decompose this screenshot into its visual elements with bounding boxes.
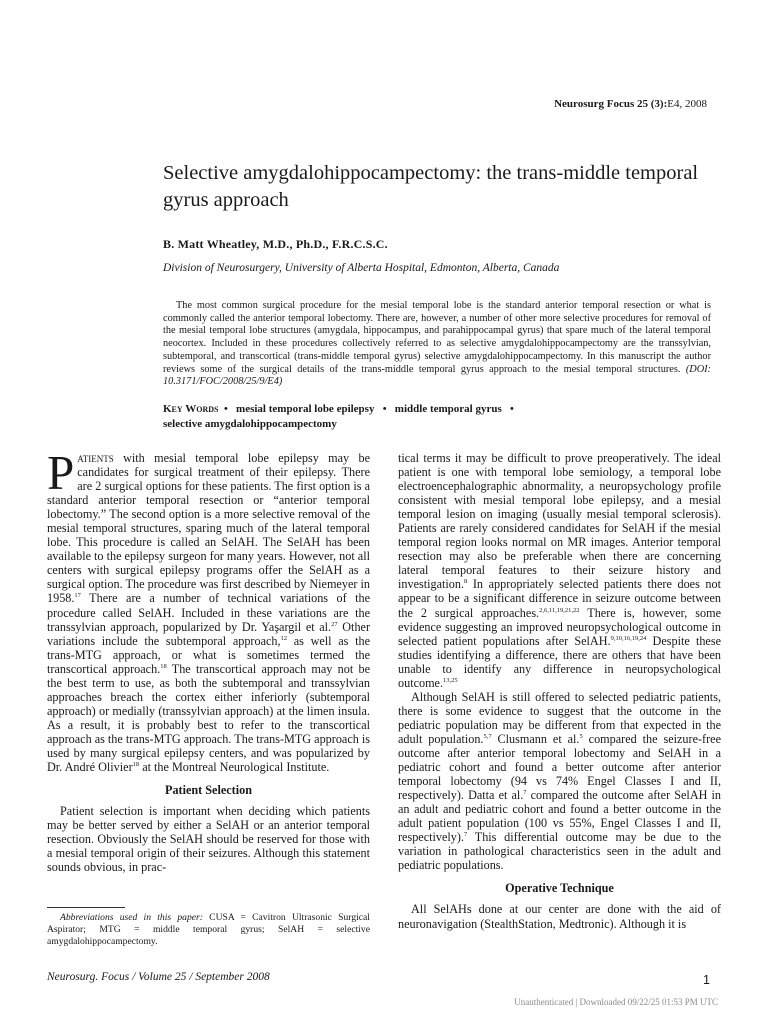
body-column-left <box>47 445 371 875</box>
citation[interactable]: 12 <box>280 634 288 642</box>
footer-journal-issue: Neurosurg. Focus / Volume 25 / September 2008 <box>47 971 270 983</box>
journal-reference <box>554 98 707 110</box>
text-run: Other variations include the subtemporal approach, <box>47 619 371 648</box>
continued-paragraph <box>398 451 721 690</box>
keywords <box>163 402 723 432</box>
text-run: Although SelAH is still offered to selected pediatric patients, there is some evidence to suggest that the outcome in the pediatric population may be different from that expected in the adult population. <box>398 689 721 746</box>
keywords-items-line2: selective amygdalohippocampectomy <box>163 418 337 430</box>
footnote-label: Abbreviations used in this paper: <box>60 912 203 923</box>
footnote-divider <box>47 907 125 908</box>
download-note: Unauthenticated | Downloaded 09/22/25 01:53 PM UTC <box>514 997 718 1007</box>
patient-selection-paragraph: Patient selection is important when deciding which patients may be better served by either a SelAH or an anterior temporal resection. Obviously the SelAH should be reserved for those with a mesial temporal origin of their seizures. Although this statement sounds obvious, in prac- <box>47 804 370 875</box>
journal-reference-rest: E4, 2008 <box>667 98 707 110</box>
intro-paragraph <box>47 445 371 775</box>
citation[interactable]: 2,6,11,19,21,22 <box>539 606 580 614</box>
footnote-text: CUSA = Cavitron Ultrasonic Surgical Aspirator; MTG = middle temporal gyrus; SelAH = selective amygdalohippocampectomy. <box>47 912 370 947</box>
affiliation: Division of Neurosurgery, University of Alberta Hospital, Edmonton, Alberta, Canada <box>163 262 560 274</box>
text-run: Clusmann et al. <box>491 731 580 746</box>
abbreviations-footnote <box>47 912 370 948</box>
citation[interactable]: 8 <box>464 578 468 586</box>
operative-technique-paragraph: All SelAHs done at our center are done with the aid of neuronavigation (StealthStation, Medtronic). Although it is <box>398 902 721 931</box>
citation[interactable]: 5 <box>579 732 583 740</box>
text-run: Despite these studies identifying a difference, there are others that have been unable to identify any difference in neuropsychological outcome. <box>398 633 721 690</box>
author-line: B. Matt Wheatley, M.D., Ph.D., F.R.C.S.C. <box>163 237 388 251</box>
text-run: There is, however, some evidence suggesting an improved neuropsychological outcome in selected patient populations after SelAH. <box>398 605 721 648</box>
text-run: at the Montreal Neurological Institute. <box>139 760 330 775</box>
text-run: In appropriately selected patients there does not appear to be a significant difference in seizure outcome between the 2 surgical approaches. <box>398 577 721 620</box>
text-run: There are a number of technical variations of the procedure called SelAH. Included in these variations are the transsylvian approach, popularized by Dr. Yaşargil et al. <box>47 591 370 634</box>
citation[interactable]: 18 <box>160 662 167 670</box>
citation[interactable]: 13,25 <box>443 676 458 684</box>
pediatric-paragraph <box>398 690 721 873</box>
section-heading-patient-selection: Patient Selection <box>165 783 252 798</box>
abstract-text: The most common surgical procedure for the mesial temporal lobe is the standard anterior temporal resection or what is commonly called the anterior temporal lobectomy. There are, however, a number of other more selective procedures for removal of the mesial temporal lobe structures (amygdala, hippocampus, and parahippocampal gyrus) that spare much of the lateral temporal neocortex. Included in these procedures collectively referred to as selective amygdalohippocampectomy are the transsylvian, subtemporal, and transcortical (trans-middle temporal gyrus) selective amygdalohippocampectomy. In this manuscript the author reviews some of the surgical details of the trans-middle temporal gyrus approach to the mesial temporal structures. <box>163 300 711 375</box>
lead-word: atients <box>77 451 114 465</box>
page-number: 1 <box>703 973 710 987</box>
body-column-right <box>398 451 721 931</box>
text-run: with mesial temporal lobe epilepsy may be candidates for surgical treatment of their epilepsy. There are 2 surgical options for these patients. The first option is a standard anterior temporal resection or “anterior temporal lobectomy.” The second option is a more selective removal of the mesial temporal structures, sparing much of the lateral temporal lobe. This procedure is called an SelAH. The SelAH has been available to the epilepsy surgeon for many years. However, not all centers with surgical epilepsy programs offer the SelAH as a surgical option. The procedure was first described by Niemeyer in 1958. <box>47 451 370 606</box>
citation[interactable]: 7 <box>523 789 527 797</box>
citation[interactable]: 27 <box>331 620 338 628</box>
abstract-paragraph <box>163 300 711 389</box>
citation[interactable]: 7 <box>463 831 468 839</box>
abstract <box>163 300 711 389</box>
citation[interactable]: 17 <box>74 592 81 600</box>
text-run: compared the outcome after SelAH in an adult and pediatric cohort and found a better outcome in the adult patient population (100 vs 55%, Engel Classes I and II, respectively). <box>398 788 721 845</box>
citation[interactable]: 5,7 <box>483 732 492 740</box>
keywords-items-line1: • mesial temporal lobe epilepsy • middle temporal gyrus • <box>223 403 514 415</box>
citation[interactable]: 18 <box>132 760 140 768</box>
text-run: compared the seizure-free outcome after anterior temporal lobectomy and SelAH in a pediatric cohort and found a better outcome after anterior temporal lobectomy (94 vs 74% Engel Classes I and II, respectively). Datta et al. <box>398 731 721 803</box>
citation[interactable]: 9,10,16,19,24 <box>610 634 647 642</box>
journal-reference-bold: Neurosurg Focus 25 (3): <box>554 98 668 110</box>
text-run: tical terms it may be difficult to prove preoperatively. The ideal patient is one with temporal lobe semiology, a temporal lobe electroencephalographic abnormality, a neuropsychology profile consistent with mesial temporal lobe epilepsy, and a mesial temporal lesion on imaging (usually mesial temporal sclerosis). Patients are rarely considered candidates for SelAH if the mesial temporal region looks normal on MR images. Anterior temporal resection may also be preferable when there are concerning lateral temporal features to their seizure history and investigation. <box>398 451 721 592</box>
text-run: This differential outcome may be due to the variation in pathological characteristics seen in the adult and pediatric populations. <box>398 830 721 873</box>
text-run: The transcortical approach may not be the best term to use, as both the subtemporal and transsylvian approaches breach the cortex either inferiorly (subtemporal approach) or medially (transsylvian approach) at the limen insula. As a result, it is probably best to refer to the transcortical approach as the trans-MTG approach. The trans-MTG approach is used by many surgical epilepsy centers, and was popularized by Dr. André Olivier <box>47 661 370 775</box>
article-title: Selective amygdalohippocampectomy: the trans-middle temporal gyrus approach <box>163 162 699 211</box>
drop-cap: P <box>47 445 75 500</box>
text-run: as well as the trans-MTG approach, or what is sometimes termed the transcortical approach. <box>47 633 370 676</box>
keywords-label: Key Words <box>163 403 219 415</box>
doi-link[interactable]: (DOI: 10.3171/FOC/2008/25/9/E4) <box>163 363 711 388</box>
section-heading-operative-technique: Operative Technique <box>505 881 614 896</box>
